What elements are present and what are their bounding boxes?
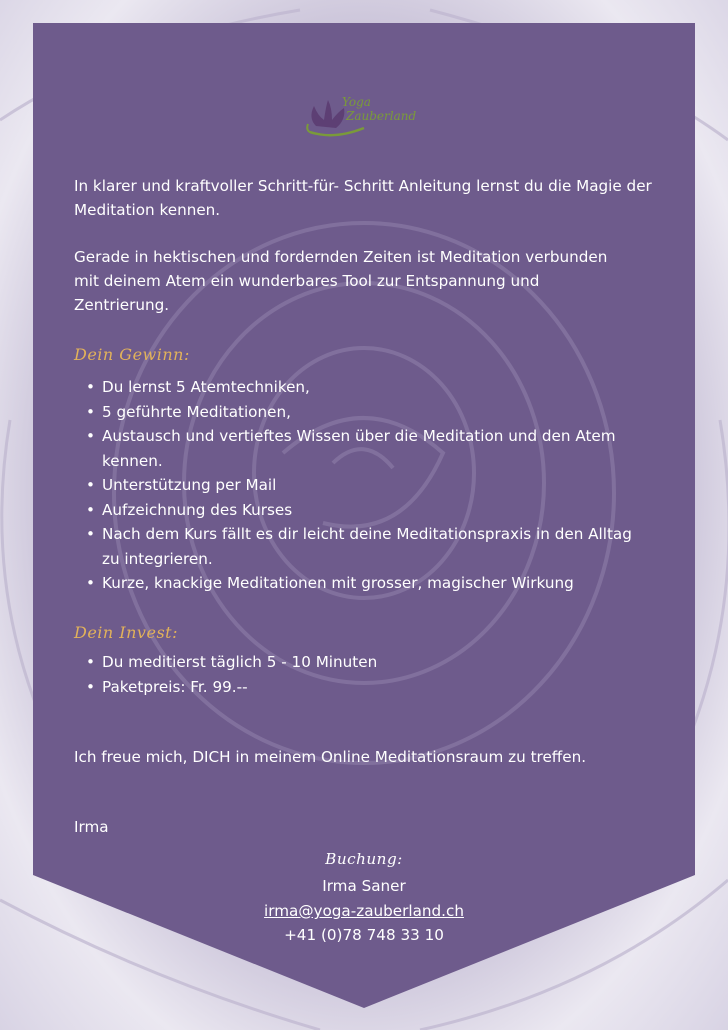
logo-text: [342, 95, 416, 123]
invest-heading: Dein Invest:: [74, 623, 178, 642]
gewinn-heading: Dein Gewinn:: [74, 345, 190, 364]
list-item: • Kurze, knackige Meditationen mit grosser, magischer Wirkung: [74, 571, 674, 596]
contact-name: Irma Saner: [322, 877, 406, 895]
closing-text: Ich freue mich, DICH in meinem Online Meditationsraum zu treffen.: [74, 748, 587, 766]
logo-line2: Zauberland: [346, 109, 417, 123]
list-item: • Paketpreis: Fr. 99.--: [74, 675, 674, 700]
contact-email-link[interactable]: irma@yoga-zauberland.ch: [264, 902, 464, 920]
logo-line1: Yoga: [342, 95, 371, 109]
gewinn-list: [74, 375, 674, 596]
list-item: • Du meditierst täglich 5 - 10 Minuten: [74, 650, 674, 675]
booking-heading: Buchung:: [325, 850, 403, 868]
list-item: • Austausch und vertieftes Wissen über die Meditation und den Atem kennen.: [74, 424, 662, 473]
intro-paragraph-1: In klarer und kraftvoller Schritt-für- Schritt Anleitung lernst du die Magie der Meditation kennen.: [74, 177, 652, 219]
contact-phone: +41 (0)78 748 33 10: [284, 926, 444, 944]
list-item: • Du lernst 5 Atemtechniken,: [74, 375, 674, 400]
invest-list: [74, 650, 674, 699]
intro-paragraph-2: Gerade in hektischen und fordernden Zeiten ist Meditation verbunden mit deinem Atem ein wunderbares Tool zur Entspannung und Zentrierung.: [74, 248, 608, 314]
list-item: • Unterstützung per Mail: [74, 473, 674, 498]
list-item: • Nach dem Kurs fällt es dir leicht deine Meditationspraxis in den Alltag zu integrieren.: [74, 522, 647, 571]
list-item: • Aufzeichnung des Kurses: [74, 498, 674, 523]
contact-email-wrap: [0, 902, 728, 920]
signature: Irma: [74, 818, 109, 836]
list-item: • 5 geführte Meditationen,: [74, 400, 674, 425]
